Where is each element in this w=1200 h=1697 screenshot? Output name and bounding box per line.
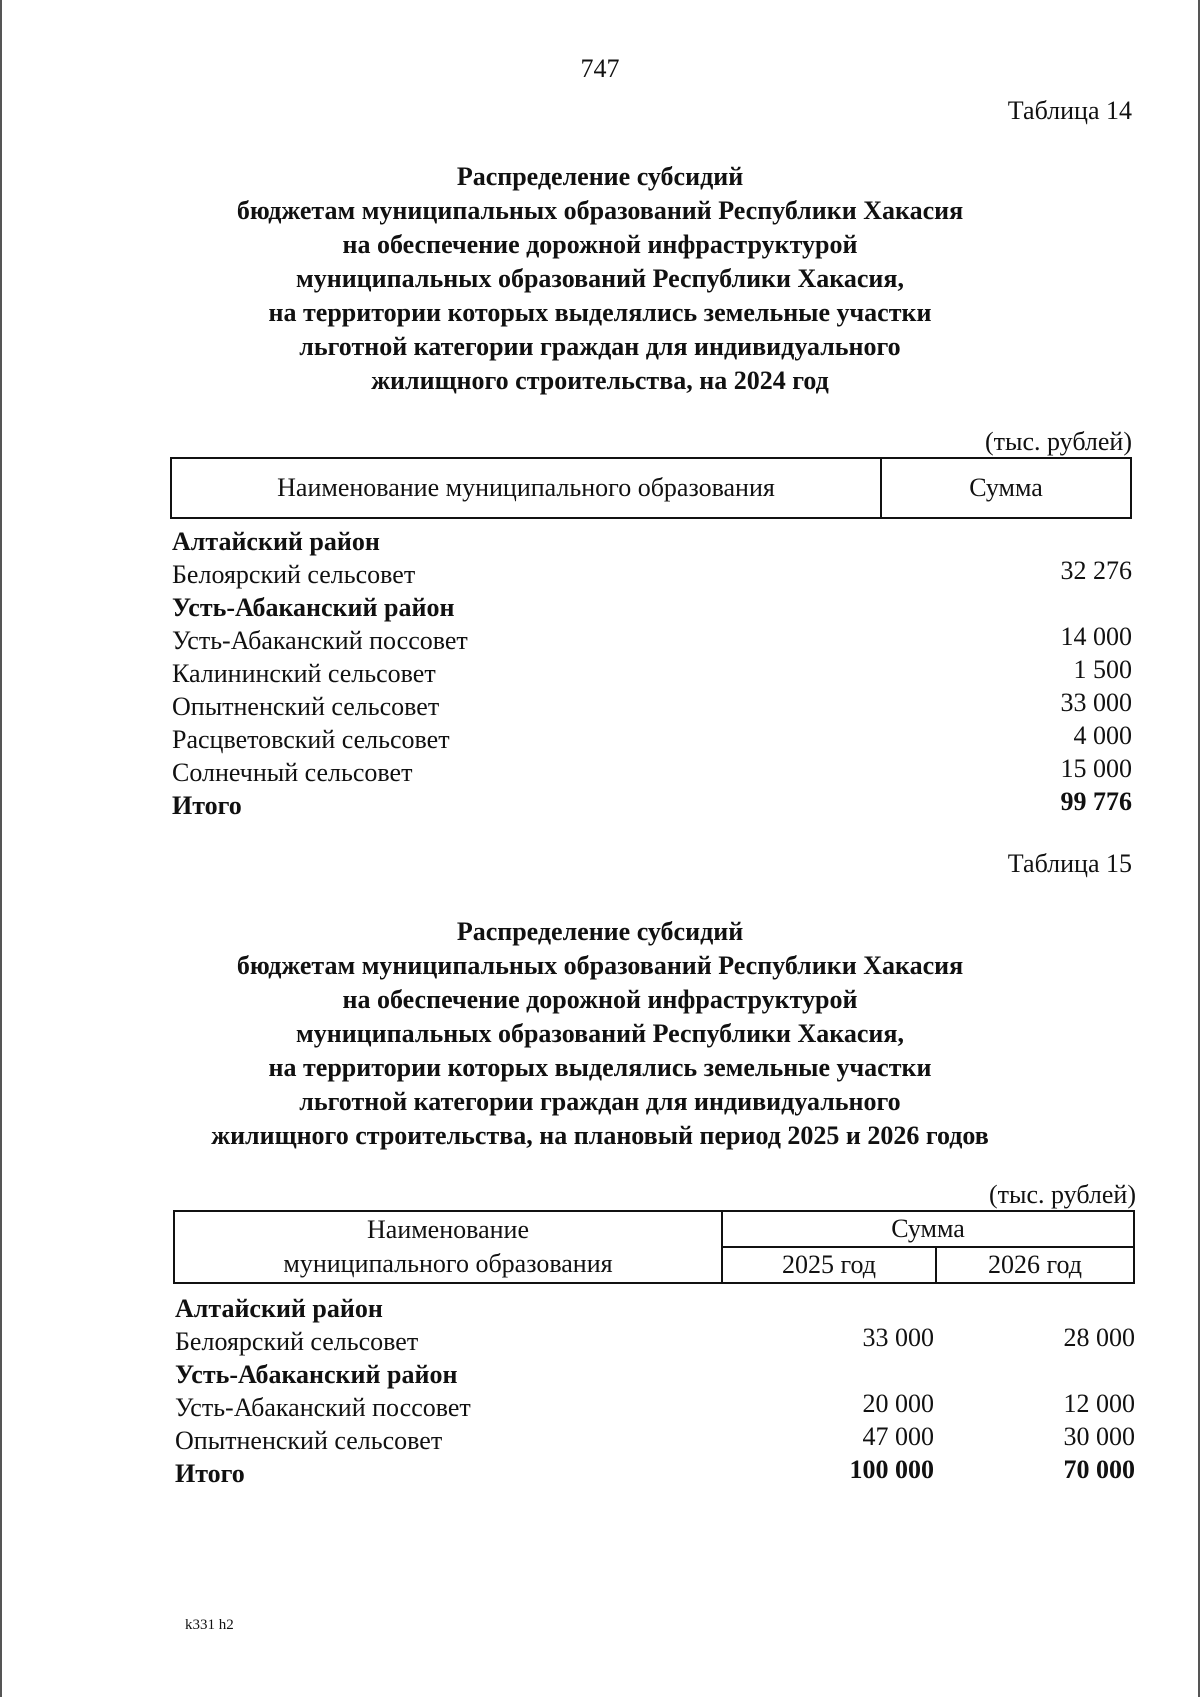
footer-code: k331 h2 [185,1617,234,1633]
table-row [172,723,1132,756]
row-value-2026: 12 000 [1063,1389,1135,1418]
row-value-2026: 28 000 [1063,1323,1135,1352]
header-name-line2: муниципального образования [283,1249,613,1278]
title-line: жилищного строительства, на 2024 год [371,366,829,395]
table-14-body [172,525,1132,822]
title-line: на обеспечение дорожной инфраструктурой [342,230,858,259]
title-line: муниципальных образований Республики Хакасия, [296,264,904,293]
row-name: Усть-Абаканский район [175,1360,458,1389]
page-number: 747 [580,54,620,83]
table-row [175,1358,1135,1391]
table-15-body [175,1292,1135,1490]
title-line: муниципальных образований Республики Хакасия, [296,1019,904,1048]
row-value: 4 000 [1073,721,1132,750]
row-value: 14 000 [1060,622,1132,651]
table-row [172,756,1132,789]
row-name: Алтайский район [172,527,380,556]
row-name: Белоярский сельсовет [175,1327,419,1356]
title-line: бюджетам муниципальных образований Республики Хакасия [236,196,964,225]
row-name: Расцветовский сельсовет [172,725,450,754]
title-line: Распределение субсидий [456,162,744,191]
row-value: 99 776 [1060,787,1132,816]
table-row [172,690,1132,723]
title-line: на обеспечение дорожной инфраструктурой [342,985,858,1014]
table-row [172,624,1132,657]
header-year-2026-cell: 2026 год [936,1247,1134,1283]
table-15-label: Таблица 15 [1007,849,1132,878]
row-value: 15 000 [1060,754,1132,783]
table-15-units: (тыс. рублей) [988,1180,1136,1209]
header-sum-cell: Сумма [881,458,1131,518]
table-row [175,1424,1135,1457]
row-name: Усть-Абаканский район [172,593,455,622]
row-value-2025: 20 000 [862,1389,934,1418]
row-name: Опытненский сельсовет [175,1426,443,1455]
title-line: бюджетам муниципальных образований Республики Хакасия [236,951,964,980]
row-name: Калининский сельсовет [172,659,436,688]
table-15-header [173,1210,1135,1284]
row-value-2025: 33 000 [862,1323,934,1352]
title-line: Распределение субсидий [456,917,744,946]
table-row-total [175,1457,1135,1490]
table-row [175,1391,1135,1424]
title-line: льготной категории граждан для индивидуального [299,1087,901,1116]
page-edge-left [0,0,2,1697]
row-name: Опытненский сельсовет [172,692,440,721]
table-row [172,525,1132,558]
table-15-title [180,915,1020,1153]
header-year-2025-cell: 2025 год [722,1247,936,1283]
row-value: 32 276 [1060,556,1132,585]
row-name: Солнечный сельсовет [172,758,413,787]
header-name-cell [174,1211,722,1283]
title-line: на территории которых выделялись земельные участки [268,1053,932,1082]
row-name: Усть-Абаканский поссовет [172,626,468,655]
row-name: Усть-Абаканский поссовет [175,1393,471,1422]
row-value: 1 500 [1073,655,1132,684]
table-row [175,1292,1135,1325]
header-name-cell: Наименование муниципального образования [171,458,881,518]
table-14-title [180,160,1020,398]
row-value-2026: 30 000 [1063,1422,1135,1451]
row-name: Итого [172,791,242,820]
title-line: льготной категории граждан для индивидуального [299,332,901,361]
title-line: жилищного строительства, на плановый период 2025 и 2026 годов [211,1121,989,1150]
header-name-line1: Наименование [367,1215,529,1244]
row-value-2026: 70 000 [1063,1455,1135,1484]
table-row [175,1325,1135,1358]
table-row-total [172,789,1132,822]
table-row [172,657,1132,690]
row-name: Алтайский район [175,1294,383,1323]
row-name: Белоярский сельсовет [172,560,416,589]
table-14-label: Таблица 14 [1007,96,1132,125]
row-value-2025: 47 000 [862,1422,934,1451]
table-14-header [170,457,1132,519]
row-value-2025: 100 000 [849,1455,934,1484]
row-name: Итого [175,1459,245,1488]
table-row [172,591,1132,624]
table-row [172,558,1132,591]
row-value: 33 000 [1060,688,1132,717]
title-line: на территории которых выделялись земельные участки [268,298,932,327]
header-sum-cell: Сумма [722,1211,1134,1247]
table-14-units: (тыс. рублей) [984,427,1132,456]
